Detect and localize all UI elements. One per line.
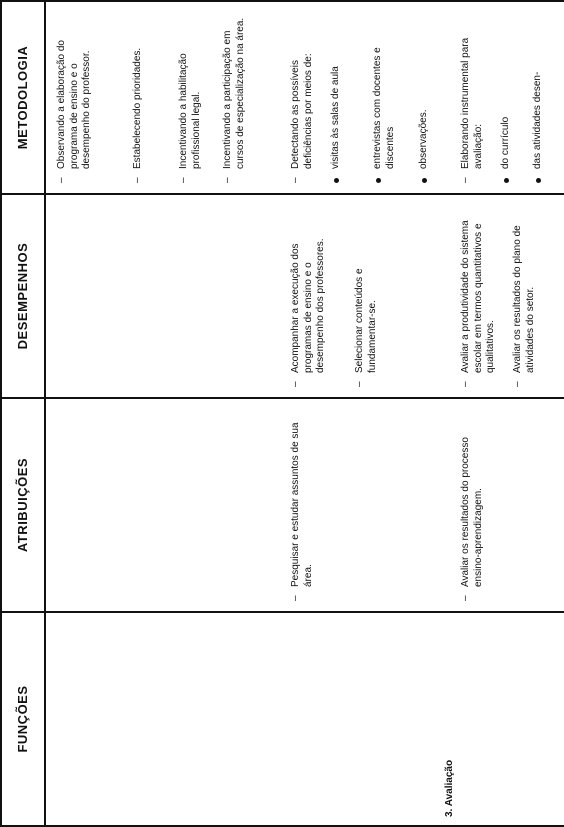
desempenho-item-2: [354, 207, 379, 387]
dash-marker: –: [290, 177, 301, 183]
desempenho-text: Selecionar conteúdos e fundamentar-se.: [354, 268, 378, 373]
metodologia-text: Observando a elaboração do programa de ensino e o desempenho do professor.: [56, 40, 92, 169]
metodologia-text: entrevistas com docentes e discentes: [372, 47, 396, 169]
atribuicao-text: Avaliar os resultados do processo ensino-aprendizagem.: [460, 437, 484, 587]
dash-marker: –: [290, 595, 301, 601]
dash-marker: –: [354, 381, 365, 387]
metodologia-subitem-3: [418, 11, 431, 183]
dash-marker: –: [178, 177, 189, 183]
metodologia-item-6: [460, 11, 485, 183]
desempenho-text: Avaliar os resultados do plano de atividades do setor.: [512, 225, 536, 373]
atribuicao-item-1: [290, 411, 315, 601]
dash-marker: –: [56, 177, 67, 183]
metodologia-subitem-4: [500, 11, 513, 183]
metodologia-item-1: [56, 11, 94, 183]
metodologia-text: Elaborando instrumental para avaliação:: [460, 37, 484, 169]
bullet-marker: [418, 178, 427, 183]
desempenho-item-4: [512, 207, 537, 387]
dash-marker: –: [460, 381, 471, 387]
metodologia-text: das atividades desen-: [532, 71, 543, 169]
dash-marker: –: [460, 595, 471, 601]
atribuicao-item-2: [460, 411, 485, 601]
bullet-marker: [372, 178, 381, 183]
header-metodologia: METODOLOGIA: [15, 45, 30, 150]
metodologia-item-4: [222, 11, 247, 183]
bullet-marker: [330, 178, 339, 183]
desempenho-text: Acompanhar a execução dos programas de ensino e o desempenho dos professores.: [290, 238, 326, 373]
dash-marker: –: [460, 177, 471, 183]
header-desempenhos: DESEMPENHOS: [15, 242, 30, 350]
dash-marker: –: [132, 177, 143, 183]
metodologia-subitem-1: [330, 11, 343, 183]
dash-marker: –: [222, 177, 233, 183]
desempenho-item-1: [290, 207, 328, 387]
header-funcoes: FUNÇÕES: [15, 685, 30, 753]
funcao-avaliacao-title: 3. Avaliação: [444, 759, 455, 817]
bullet-marker: [500, 178, 509, 183]
metodologia-text: Detectando as possíveis deficiências por meios de:: [290, 53, 314, 169]
header-atribuicoes: ATRIBUIÇÕES: [15, 457, 30, 553]
dash-marker: –: [290, 381, 301, 387]
metodologia-text: Incentivando a habilitação profissional legal.: [178, 53, 202, 169]
metodologia-text: Incentivando a participação em cursos de especialização na área.: [222, 17, 246, 169]
metodologia-text: do currículo: [500, 116, 511, 169]
metodologia-text: observações.: [418, 109, 429, 169]
atribuicao-text: Pesquisar e estudar assuntos de sua área.: [290, 422, 314, 587]
metodologia-item-5: [290, 11, 315, 183]
column-metodologia: [0, 2, 564, 193]
metodologia-subitem-5: [532, 11, 545, 183]
metodologia-item-3: [178, 11, 203, 183]
desempenho-text: Avaliar a produtividade do sistema escolar em termos quantitativos e qualitativos.: [460, 220, 496, 373]
column-atribuicoes: [0, 399, 564, 611]
metodologia-subitem-2: [372, 11, 397, 183]
desempenho-item-3: [460, 207, 498, 387]
metodologia-text: visitas às salas de aula: [330, 66, 341, 169]
metodologia-item-2: [132, 11, 145, 183]
dash-marker: –: [512, 381, 523, 387]
bullet-marker: [532, 178, 541, 183]
column-funcoes: [0, 613, 564, 825]
column-desempenhos: [0, 195, 564, 397]
metodologia-text: Estabelecendo prioridades.: [132, 47, 143, 169]
